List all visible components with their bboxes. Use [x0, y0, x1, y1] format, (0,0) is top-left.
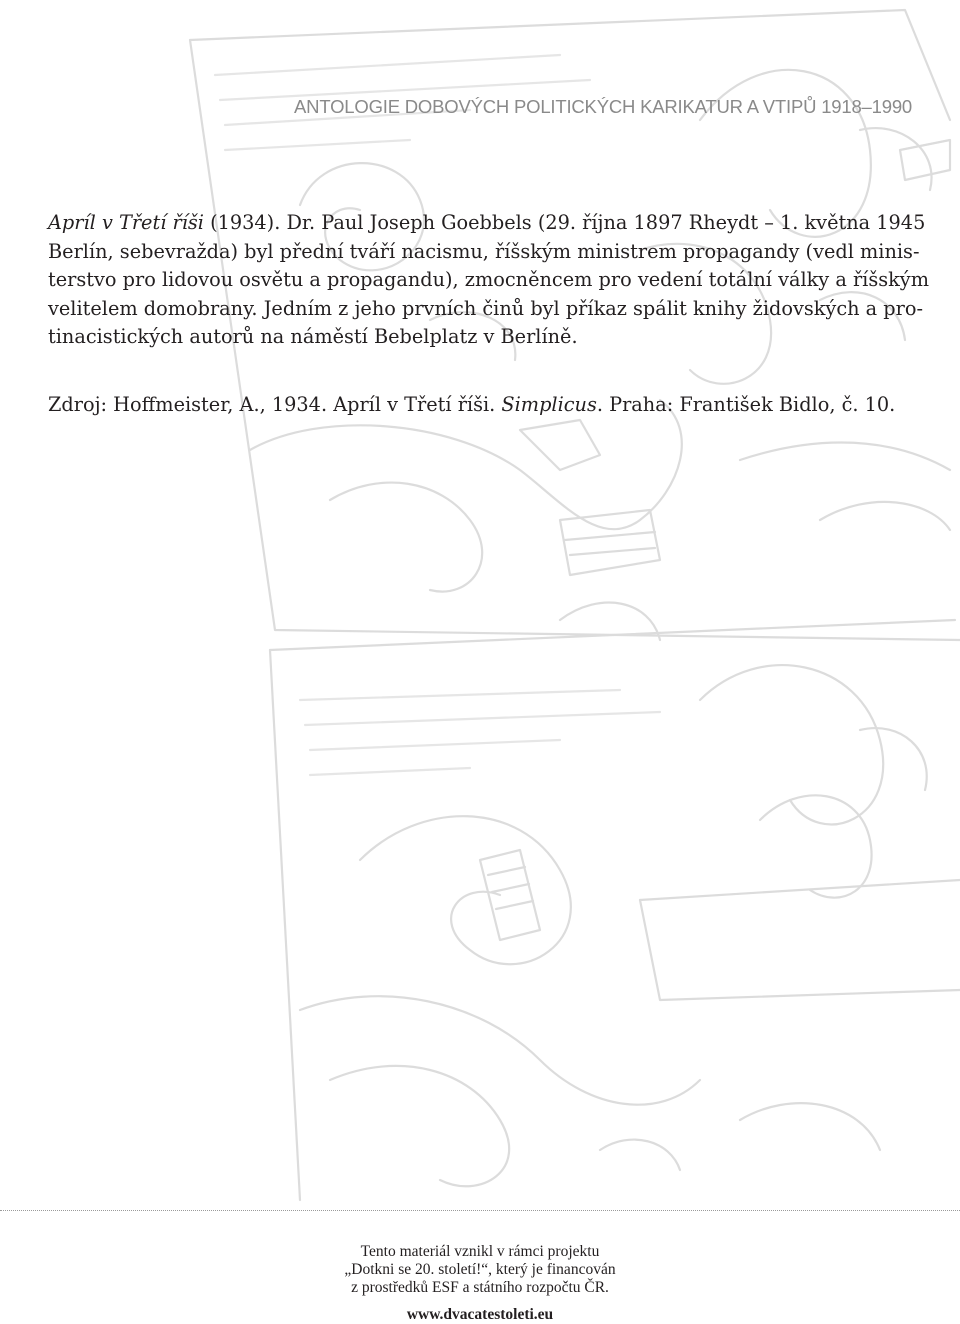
caption-paragraph — [48, 209, 929, 352]
caption-line-4: velitelem domobrany. Jedním z jeho prvních činů byl příkaz spálit knihy židovských a pro- — [48, 296, 923, 320]
caption-title: Apríl v Třetí říši — [48, 211, 204, 234]
source-prefix: Zdroj: Hoffmeister, A., 1934. Apríl v Třetí říši. — [48, 393, 502, 416]
footer-website-link[interactable]: www.dvacatestoleti.eu — [406, 1306, 554, 1323]
caption-line-2: Berlín, sebevražda) byl přední tváří nacismu, říšským ministrem propagandy (vedl minis- — [48, 239, 920, 263]
source-suffix: . Praha: František Bidlo, č. 10. — [596, 393, 896, 416]
footer-line-2: „Dotkni se 20. století!“, který je financován — [344, 1261, 616, 1278]
source-journal: Simplicus — [501, 393, 597, 416]
source-citation — [48, 391, 895, 419]
caption-line-1 — [48, 209, 926, 238]
caption-line-5: tinacistických autorů na náměstí Bebelplatz v Berlíně. — [48, 325, 578, 349]
footer-divider — [0, 1210, 960, 1211]
footer-line-1: Tento materiál vznikl v rámci projektu — [360, 1243, 600, 1260]
faded-cartoon-lower — [270, 603, 960, 1200]
footer-line-3: z prostředků ESF a státního rozpočtu ČR. — [351, 1279, 609, 1296]
caption-line-1-text: (1934). Dr. Paul Joseph Goebbels (29. října 1897 Rheydt – 1. května 1945 — [203, 211, 926, 234]
caption-line-3: terstvo pro lidovou osvětu a propagandu), zmocněncem pro vedení totální války a říšským — [48, 268, 929, 292]
running-head: ANTOLOGIE DOBOVÝCH POLITICKÝCH KARIKATUR A VTIPŮ 1918–1990 — [294, 96, 912, 117]
